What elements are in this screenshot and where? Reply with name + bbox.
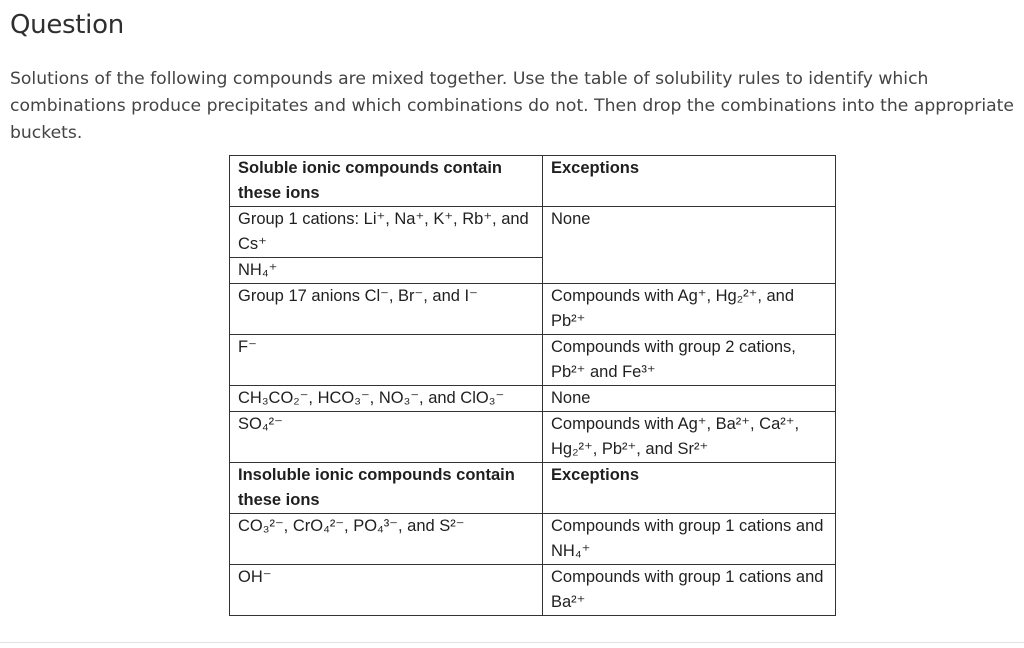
halides-exception-cell: Compounds with Ag⁺, Hg₂²⁺, and Pb²⁺ xyxy=(543,284,836,335)
group1-cations-cell: Group 1 cations: Li⁺, Na⁺, K⁺, Rb⁺, and Cs⁺ xyxy=(230,207,543,258)
table-row xyxy=(230,156,836,207)
question-prompt: Solutions of the following compounds are mixed together. Use the table of solubility rules to identify which combinations produce precipitates and which combinations do not. Then drop the combinations into the appropriate buckets. xyxy=(10,69,1014,143)
soluble-header-cell: Soluble ionic compounds contain these ions xyxy=(230,156,543,207)
hydroxide-cell: OH⁻ xyxy=(230,565,543,616)
sulfate-cell: SO₄²⁻ xyxy=(230,412,543,463)
soluble-exceptions-header-cell: Exceptions xyxy=(543,156,836,207)
ammonium-cell: NH₄⁺ xyxy=(230,258,543,284)
divider xyxy=(0,642,1024,643)
hydroxide-exception-cell: Compounds with group 1 cations and Ba²⁺ xyxy=(543,565,836,616)
solubility-rules-table xyxy=(229,155,836,616)
acetate-group-cell: CH₃CO₂⁻, HCO₃⁻, NO₃⁻, and ClO₃⁻ xyxy=(230,386,543,412)
table-row xyxy=(230,514,836,565)
table-row xyxy=(230,335,836,386)
halides-cell: Group 17 anions Cl⁻, Br⁻, and I⁻ xyxy=(230,284,543,335)
carbonate-group-exception-cell: Compounds with group 1 cations and NH₄⁺ xyxy=(543,514,836,565)
insoluble-exceptions-header-cell: Exceptions xyxy=(543,463,836,514)
insoluble-header-cell: Insoluble ionic compounds contain these ions xyxy=(230,463,543,514)
table-row xyxy=(230,207,836,258)
sulfate-exception-cell: Compounds with Ag⁺, Ba²⁺, Ca²⁺, Hg₂²⁺, Pb²⁺, and Sr²⁺ xyxy=(543,412,836,463)
table-row xyxy=(230,463,836,514)
group1-exception-cell: None xyxy=(543,207,836,284)
carbonate-group-cell: CO₃²⁻, CrO₄²⁻, PO₄³⁻, and S²⁻ xyxy=(230,514,543,565)
table-row xyxy=(230,565,836,616)
table-row xyxy=(230,412,836,463)
table-row xyxy=(230,386,836,412)
acetate-group-exception-cell: None xyxy=(543,386,836,412)
fluoride-exception-cell: Compounds with group 2 cations, Pb²⁺ and Fe³⁺ xyxy=(543,335,836,386)
fluoride-cell: F⁻ xyxy=(230,335,543,386)
table-row xyxy=(230,284,836,335)
page-title: Question xyxy=(10,10,124,40)
